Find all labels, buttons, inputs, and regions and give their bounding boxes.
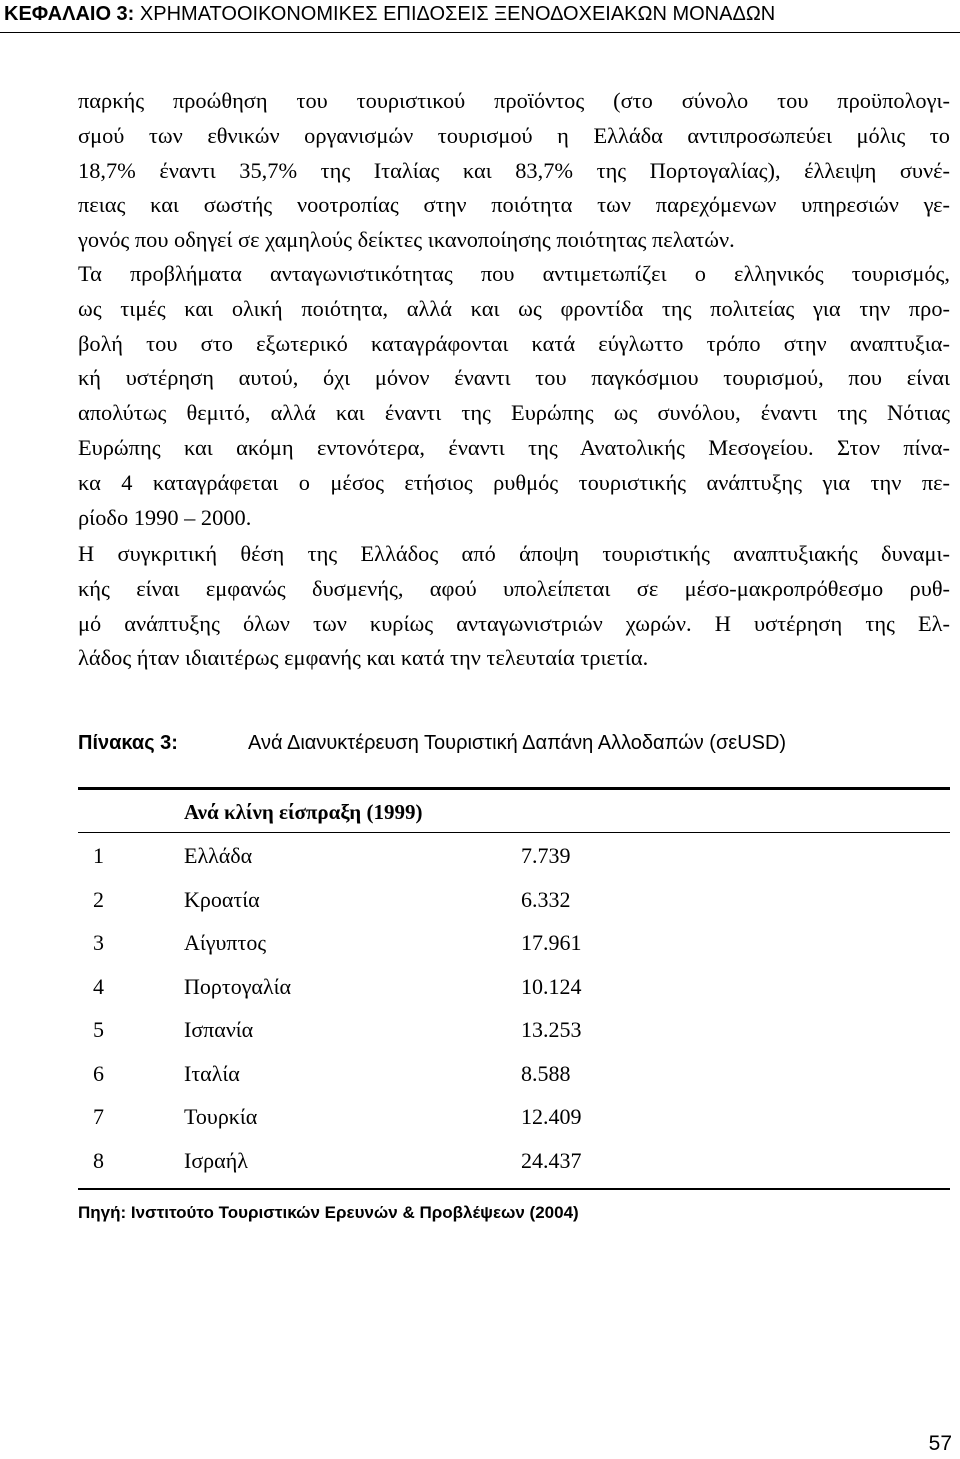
table-top-rule xyxy=(78,787,950,790)
paragraph-line: Ευρώπης και ακόμη εντονότερα, έναντι της Ανατολικής Μεσογείου. Στον πίνα- xyxy=(78,434,950,460)
table-cell-rank: 5 xyxy=(93,1017,104,1042)
table-column-header: Ανά κλίνη είσπραξη (1999) xyxy=(184,800,423,824)
paragraph-line: Η συγκριτική θέση της Ελλάδος από άποψη τουριστικής αναπτυξιακής δυναμι- xyxy=(78,541,950,566)
table-cell-country: Αίγυπτος xyxy=(184,930,267,955)
paragraph-2 xyxy=(78,257,950,535)
chapter-label: ΚΕΦΑΛΑΙΟ 3: xyxy=(4,3,135,25)
table-row xyxy=(78,1061,678,1105)
table-cell-rank: 7 xyxy=(93,1104,104,1129)
table-cell-country: Ισπανία xyxy=(184,1017,254,1042)
table-cell-country: Ελλάδα xyxy=(184,843,253,868)
table-header-rule xyxy=(78,832,950,833)
paragraph-line: Τα προβλήματα ανταγωνιστικότητας που αντιμετωπίζει ο ελληνικός τουρισμός, xyxy=(78,261,950,286)
table-cell-value: 8.588 xyxy=(521,1060,571,1086)
table-cell-rank: 8 xyxy=(93,1147,104,1173)
paragraph-line: κή υστέρηση αυτού, όχι μόνον έναντι του παγκόσμιου τουρισμού, που είναι xyxy=(78,365,950,391)
table-cell-rank: 1 xyxy=(93,843,104,868)
table-cell-value: 12.409 xyxy=(521,1104,582,1129)
table-cell-value: 6.332 xyxy=(521,886,571,912)
paragraph-line: σμού των εθνικών οργανισμών τουρισμού η Ελλάδα αντιπροσωπεύει μόλις το xyxy=(78,122,950,148)
table-cell-value: 17.961 xyxy=(521,930,582,955)
table-cell-rank: 2 xyxy=(93,886,104,912)
table-row xyxy=(78,843,678,887)
paragraph-line: ως τιμές και ολική ποιότητα, αλλά και ως φροντίδα της πολιτείας για την προ- xyxy=(78,295,950,321)
page-number: 57 xyxy=(928,1432,952,1455)
paragraph-line: μό ανάπτυξης όλων των κυρίως ανταγωνιστριών χωρών. Η υστέρηση της Ελ- xyxy=(78,610,950,636)
table-cell-value: 13.253 xyxy=(521,1017,582,1042)
paragraph-line: λάδος ήταν ιδιαιτέρως εμφανής και κατά την τελευταία τριετία. xyxy=(78,645,649,671)
table-row xyxy=(78,1104,678,1148)
table-cell-country: Πορτογαλία xyxy=(184,973,292,999)
table-cell-country: Τουρκία xyxy=(184,1104,258,1129)
paragraph-line: πειας και σωστής νοοτροπίας στην ποιότητα των παρεχόμενων υπηρεσιών γε- xyxy=(78,192,950,218)
paragraph-1 xyxy=(78,84,950,258)
table-caption-label: Πίνακας 3: xyxy=(78,732,178,754)
table-cell-value: 24.437 xyxy=(521,1147,582,1173)
paragraph-line: κα 4 καταγράφεται ο μέσος ετήσιος ρυθμός τουριστικής ανάπτυξης για την πε- xyxy=(78,469,950,495)
table-row xyxy=(78,930,678,974)
table-cell-country: Ισραήλ xyxy=(184,1147,248,1173)
table-row xyxy=(78,974,678,1018)
table-bottom-rule xyxy=(78,1188,950,1190)
table-row xyxy=(78,887,678,931)
table-cell-country: Ιταλία xyxy=(184,1060,240,1086)
table-cell-rank: 6 xyxy=(93,1060,104,1086)
table-row xyxy=(78,1017,678,1061)
paragraph-line: απολύτως θεμιτό, αλλά και έναντι της Ευρώπης ως συνόλου, έναντι της Νότιας xyxy=(78,400,950,426)
paragraph-line: παρκής προώθηση του τουριστικού προϊόντος (στο σύνολο του προϋπολογι- xyxy=(78,88,950,113)
table-cell-rank: 3 xyxy=(93,930,104,955)
table-cell-value: 10.124 xyxy=(521,973,582,999)
paragraph-line: γονός που οδηγεί σε χαμηλούς δείκτες ικανοποίησης ποιότητας πελατών. xyxy=(78,227,735,253)
paragraph-line: κής είναι εμφανώς δυσμενής, αφού υπολείπεται σε μέσο-μακροπρόθεσμο ρυθ- xyxy=(78,575,950,601)
chapter-title: ΧΡΗΜΑΤΟΟΙΚΟΝΟΜΙΚΕΣ ΕΠΙΔΟΣΕΙΣ ΞΕΝΟΔΟΧΕΙΑΚΩΝ ΜΟΝΑΔΩΝ xyxy=(139,3,776,25)
paragraph-line: βολή του στο εξωτερικό καταγράφονται κατά εύγλωττο τρόπο στην αναπτυξια- xyxy=(78,330,950,356)
paragraph-line: 18,7% έναντι 35,7% της Ιταλίας και 83,7% της Πορτογαλίας), έλλειψη συνέ- xyxy=(78,157,950,183)
table-caption-title: Ανά Διανυκτέρευση Τουριστική Δαπάνη Αλλοδαπών (σεUSD) xyxy=(248,732,787,754)
paragraph-line: ρίοδο 1990 – 2000. xyxy=(78,504,252,530)
running-header-text xyxy=(4,3,775,26)
table-source-note: Πηγή: Ινστιτούτο Τουριστικών Ερευνών & Προβλέψεων (2004) xyxy=(78,1203,579,1222)
paragraph-3 xyxy=(78,537,950,676)
table-body xyxy=(78,843,678,1191)
table-cell-country: Κροατία xyxy=(184,886,260,912)
table-row xyxy=(78,1148,678,1192)
running-header xyxy=(0,0,960,33)
table-cell-value: 7.739 xyxy=(521,843,571,868)
table-cell-rank: 4 xyxy=(93,973,104,999)
